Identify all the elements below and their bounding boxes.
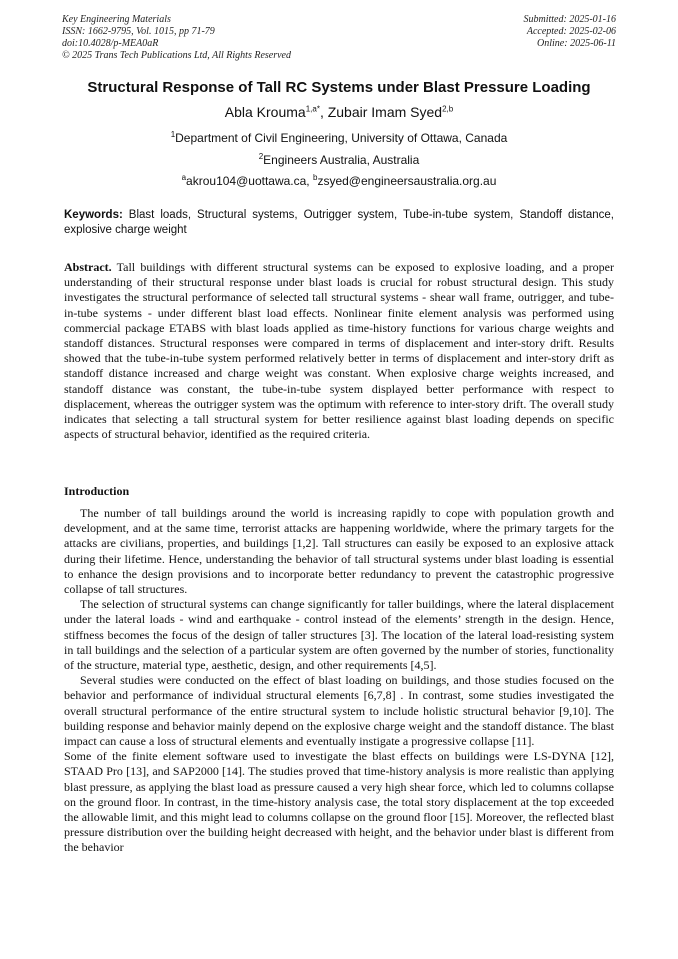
keywords bbox=[64, 208, 614, 238]
author-name: Abla Krouma bbox=[224, 104, 306, 120]
paper-title: Structural Response of Tall RC Systems under Blast Pressure Loading bbox=[87, 79, 591, 96]
affiliation-1 bbox=[40, 131, 638, 145]
header-right bbox=[524, 14, 617, 50]
email-superscript: b bbox=[312, 173, 318, 182]
accepted-date: Accepted: 2025-02-06 bbox=[526, 26, 616, 37]
journal-name: Key Engineering Materials bbox=[62, 14, 171, 25]
affiliation-superscript: 1 bbox=[170, 130, 176, 139]
affiliation-text: Department of Civil Engineering, University of Ottawa, Canada bbox=[175, 131, 508, 145]
abstract bbox=[64, 260, 614, 442]
keywords-label: Keywords: bbox=[64, 209, 123, 221]
author-separator: , bbox=[319, 104, 328, 120]
email-superscript: a bbox=[181, 173, 187, 182]
header-left bbox=[62, 14, 291, 62]
keywords-text: Blast loads, Structural systems, Outrigger system, Tube-in-tube system, Standoff distance, explosive charge weight bbox=[64, 209, 614, 236]
paragraph: The selection of structural systems can change significantly for taller buildings, where the lateral displacement under the lateral loads - wind and earthquake - control instead of the elements’ strength in the design. Hence, stiffness becomes the focus of the design of taller structures [3]. The location of the lateral load-resisting system in tall buildings and the selection of a particular system are often governed by the number of stories, functionality of the structure, material type, aesthetic, design, and other requirements [4,5]. bbox=[64, 597, 614, 673]
author-superscript: 1,a* bbox=[305, 104, 320, 114]
affiliation-superscript: 2 bbox=[258, 152, 264, 161]
introduction-body bbox=[64, 506, 614, 856]
section-heading: Introduction bbox=[64, 484, 130, 498]
abstract-text: Tall buildings with different structural systems can be exposed to explosive loading, and a proper understanding of their structural response under blast loads is crucial for robust structural design. This study investigates the structural performance of selected tall structural systems - shear wall frame, outrigger, and tube-in-tube systems - under different blast load effects. Nonlinear finite element analysis was performed using commercial package ETABS with blast loads applied as time-history functions for various charge weights and standoff distances. Structural responses were compared in terms of displacement and inter-story drift. Results showed that the tube-in-tube system performed relatively better in terms of displacement and inter-story drift as standoff distance increased and charge weight was constant. When explosive charge weights increased, and standoff distance was constant, the tube-in-tube system displayed better performance with respect to displacement, whereas the outrigger system was the optimum with reference to inter-story drift. The overall study indicates that selecting a tall structural system for better resilience against blast loading depends on specific aspects of structural behavior, identified as the required criteria. bbox=[64, 260, 614, 442]
paragraph: Several studies were conducted on the effect of blast loading on buildings, and those studies focused on the behavior and performance of individual structural elements [6,7,8] . In contrast, some studies investigated the overall structural performance of the entire structural system to include holistic structural behavior [9,10]. The building response and behavior mainly depend on the explosive charge weight and the standoff distance. The blast impact can cause a loss of structural elements and eventually instigate a progressive collapse [11]. bbox=[64, 673, 614, 749]
submitted-date: Submitted: 2025-01-16 bbox=[523, 14, 616, 25]
paragraph: Some of the finite element software used to investigate the blast effects on buildings were LS-DYNA [12], STAAD Pro [13], and SAP2000 [14]. The studies proved that time-history analysis is more realistic than applying blast pressure, as applying the blast load as pressure caused a very high shear force, which led to columns collapse on the ground floor. In contrast, in the time-history analysis case, the total story displacement at the top exceeded the allowable limit, and this might lead to columns collapse on the ground floor [15]. Moreover, the reflected blast pressure distribution over the building height decreased with height, and the behavior under blast is different from the behavior bbox=[64, 749, 614, 855]
copyright: © 2025 Trans Tech Publications Ltd, All Rights Reserved bbox=[62, 50, 291, 61]
email-link[interactable]: akrou104@uottawa.ca, bbox=[186, 174, 313, 188]
issn: ISSN: 1662-9795, Vol. 1015, pp 71-79 bbox=[62, 26, 215, 37]
doi: doi:10.4028/p-MEA0aR bbox=[62, 38, 159, 49]
author-superscript: 2,b bbox=[442, 104, 454, 114]
affiliation-2 bbox=[40, 153, 638, 167]
paragraph: The number of tall buildings around the world is increasing rapidly to cope with population growth and development, and at the same time, terrorist attacks are happening worldwide, where the primary targets for the attacks are civilians, properties, and buildings [1,2]. Tall structures can easily be exposed to an explosive attack during their lifetime. Hence, understanding the behavior of tall structural systems under blast loading is essential to enhance the design provisions and to incorporate better redundancy to prevent the catastrophic progressive collapse of tall structures. bbox=[64, 506, 614, 597]
affiliation-text: Engineers Australia, Australia bbox=[263, 153, 420, 167]
abstract-label: Abstract. bbox=[64, 260, 112, 274]
author-emails bbox=[40, 174, 638, 188]
author-name: Zubair Imam Syed bbox=[327, 104, 443, 120]
online-date: Online: 2025-06-11 bbox=[537, 38, 616, 49]
author-list bbox=[40, 103, 638, 121]
email-link[interactable]: zsyed@engineersaustralia.org.au bbox=[317, 174, 497, 188]
